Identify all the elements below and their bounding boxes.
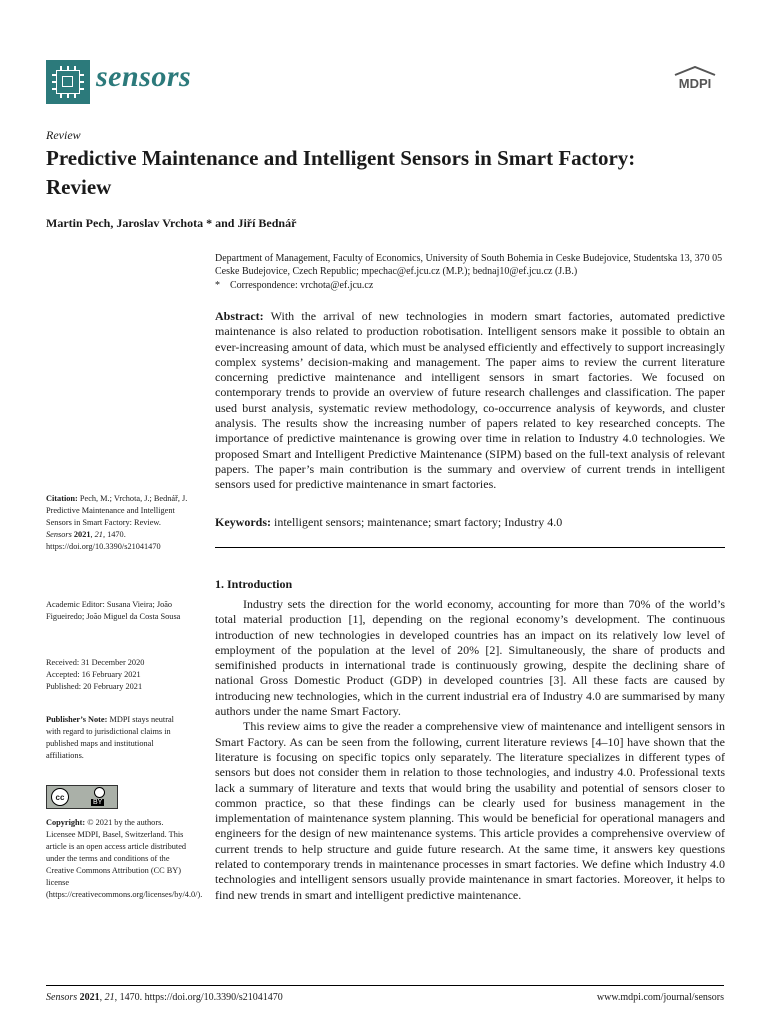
roof-icon: [673, 66, 717, 76]
footer-journal: Sensors: [46, 992, 78, 1003]
footer-volume: 21: [104, 992, 115, 1003]
cc-by-badge[interactable]: [46, 785, 118, 809]
footer-url[interactable]: www.mdpi.com/journal/sensors: [596, 992, 724, 1003]
correspondence: [215, 280, 373, 291]
academic-editor: [46, 599, 188, 623]
keywords: [215, 515, 725, 530]
citation-label: Citation:: [46, 494, 78, 503]
dates: [46, 657, 188, 693]
cc-icon: cc: [51, 788, 69, 806]
abstract-text: With the arrival of new technologies in modern smart factories, automated predictive maintenance is also related to production robotisation. Intelligent sensors make it possible to obtain an ever-increasing amount of data, which must be analysed efficiently and effectively to support increasingly complex systems’ decision-making and management. The paper aims to review the current literature concerning predictive maintenance and intelligent sensors in smart factories. We focused on contemporary trends to provide an overview of future research challenges and classification. The paper used burst analysis, systematic review methodology, co-occurrence analysis of keywords, and cluster analysis. The results show the increasing number of papers related to key researched concepts. The importance of predictive maintenance is growing over time in relation to Industry 4.0 technologies. We proposed Smart and Intelligent Predictive Maintenance (SIPM) based on the full-text analysis of relevant papers. The paper’s main contribution is the summary and overview of current trends in intelligent sensors used for predictive maintenance in smart factories.: [215, 309, 725, 492]
person-icon: [94, 787, 105, 798]
affiliation: Department of Management, Faculty of Economics, University of South Bohemia in Ceske Budejovice, Studentska 13, 370 05 Ceske Budejovice, Czech Republic; mpechac@ef.jcu.cz (M.P.); bednaj10@ef.jcu.cz (J.B.): [215, 253, 723, 277]
publisher-note: [46, 714, 188, 762]
citation-volume: 21,: [94, 530, 106, 539]
keywords-label: Keywords:: [215, 515, 271, 529]
copyright-text: © 2021 by the authors. Licensee MDPI, Basel, Switzerland. This article is an open access article distributed under the terms and conditions of the Creative Commons Attribution (CC BY) license (https://creativecommons.org/licenses/by/4.0/).: [46, 818, 203, 899]
published-date: Published: 20 February 2021: [46, 682, 143, 691]
copyright-label: Copyright:: [46, 818, 86, 827]
pubnote-label: Publisher’s Note:: [46, 715, 108, 724]
citation: Citation: Pech, M.; Vrchota, J.; Bednář, J. Predictive Maintenance and Intelligent Sensors in Smart Factory: Review. Sensors 2021, 21, 1470. https://doi.org/10.3390/s21041470: [46, 494, 188, 551]
correspondence-star: *: [215, 280, 220, 291]
footer-citation: Sensors 2021, 21, 1470. https://doi.org/10.3390/s21041470: [46, 992, 283, 1003]
paragraph: This review aims to give the reader a comprehensive view of maintenance and intelligent sensors in Smart Factory. As can be seen from the following, current literature reviews [4–10] have shown that the literature is focusing on specific topics only separately. The literature specializes in different types of sensors but does not consider them in relation to those technologies, and industry 4.0. Professional texts lack a summary of literature and texts that would bring the usability and potential of sensors closer to common practice, so that these findings can be clearly used for business management in the implementation of maintenance system planning. This would be beneficial for operational managers and engineers for the design of new maintenance systems. This article provides a comprehensive overview of current trends to help structure and guide future research. At the same time, it answers key questions related to contemporary trends in maintenance processes in smart factories. We define which Industry 4.0 technologies and intelligent sensors usually provide maintenance in smart factories. Moreover, it helps to find new trends in smart and intelligent predictive maintenance.: [215, 719, 725, 902]
publisher-logo: [668, 66, 722, 106]
copyright: [46, 817, 203, 901]
pubnote-text: MDPI stays neutral with regard to jurisdictional claims in published maps and institutional affiliations.: [46, 715, 174, 760]
received-date: Received: 31 December 2020: [46, 658, 145, 667]
citation-doi[interactable]: 1470. https://doi.org/10.3390/s21041470: [46, 530, 161, 551]
accepted-date: Accepted: 16 February 2021: [46, 670, 141, 679]
introduction-body: [215, 597, 725, 903]
divider: [215, 547, 725, 548]
publisher-name: MDPI: [678, 76, 712, 91]
editor-names: Susana Vieira; João Figueiredo; João Miguel da Costa Sousa: [46, 600, 181, 621]
article-type: Review: [46, 128, 81, 142]
keywords-text: intelligent sensors; maintenance; smart factory; Industry 4.0: [274, 515, 563, 529]
paragraph: Industry sets the direction for the world economy, accounting for more than 70% of the world’s total material production [1], depending on the regional economy’s development. The continuous introduction of new technologies in developed countries has an impact on its relatively low level of employment of the population at the level of 20% [2]. Simultaneously, the share of products and semifinished products in international trade is continuously growing, despite the declining share of national Gross Domestic Product (GDP) in developed countries [3]. All these facts are caused by introducing new technologies, which in the current industrial era of Industry 4.0 are summarised by many authors under the name Smart Factory.: [215, 597, 725, 719]
footer-year: 2021: [79, 992, 100, 1003]
footer-divider: [46, 985, 724, 986]
citation-year: 2021: [73, 530, 91, 539]
abstract: [215, 309, 725, 493]
author-list: Martin Pech, Jaroslav Vrchota * and Jiří Bednář: [46, 216, 297, 230]
chip-icon: [56, 70, 80, 94]
citation-text: Pech, M.; Vrchota, J.; Bednář, J. Predictive Maintenance and Intelligent Sensors in Smart Factory: Review.: [46, 494, 188, 527]
journal-logo: [46, 60, 90, 104]
citation-journal: Sensors: [46, 530, 72, 539]
correspondence-text: Correspondence: vrchota@ef.jcu.cz: [230, 280, 374, 291]
footer-doi[interactable]: , 1470. https://doi.org/10.3390/s21041470: [114, 992, 283, 1003]
by-label: BY: [93, 799, 103, 806]
article-title: Predictive Maintenance and Intelligent Sensors in Smart Factory: Review: [46, 146, 636, 199]
editor-label: Academic Editor:: [46, 600, 105, 609]
journal-name: sensors: [96, 60, 192, 93]
section-title: 1. Introduction: [215, 577, 293, 591]
abstract-label: Abstract:: [215, 309, 264, 323]
